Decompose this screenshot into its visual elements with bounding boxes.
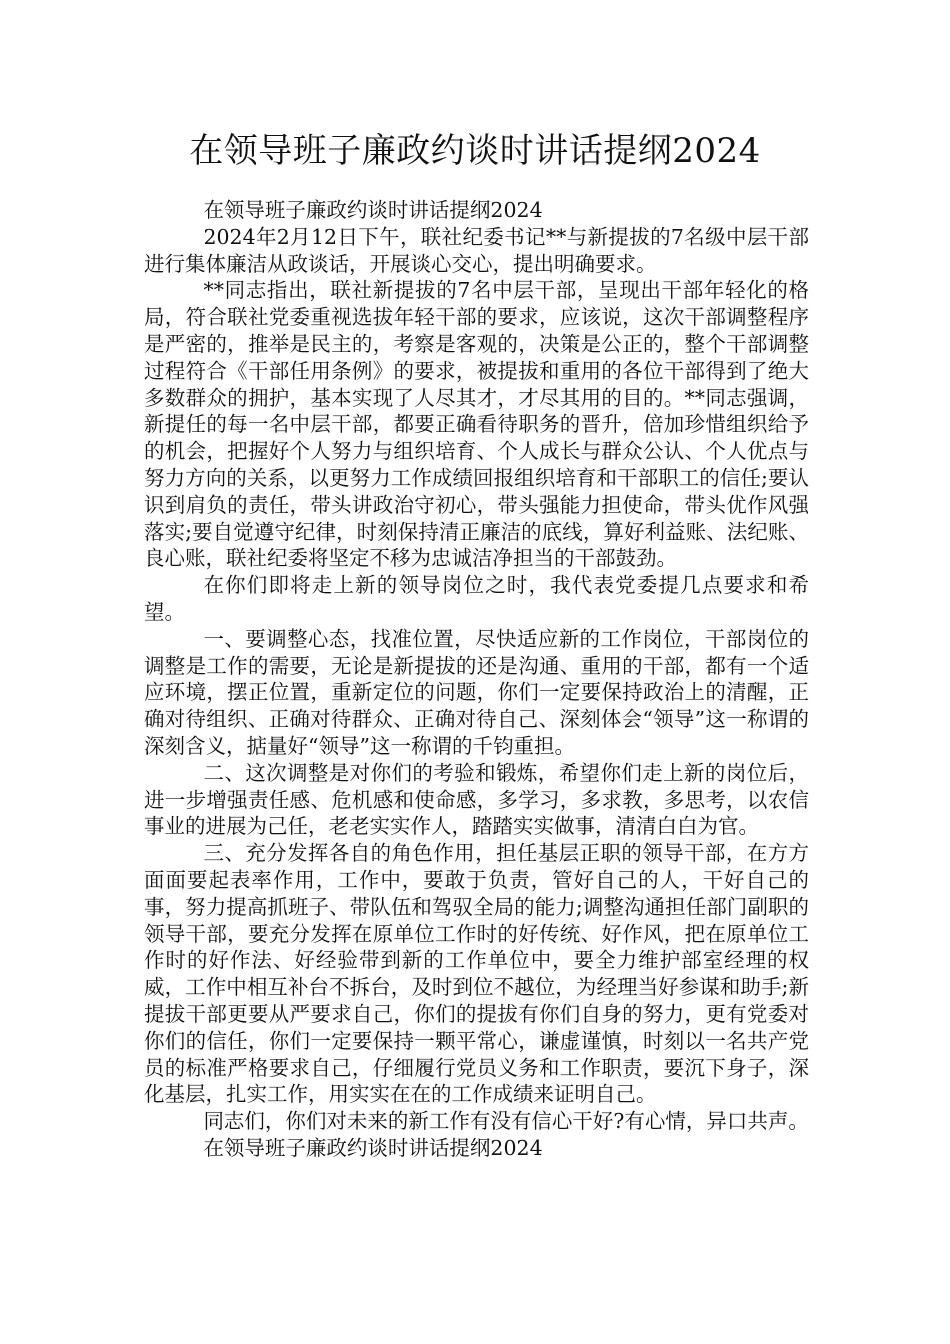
paragraph-repeat-title: 在领导班子廉政约谈时讲话提纲2024 xyxy=(203,198,543,222)
paragraph-point-three: 三、充分发挥各自的角色作用，担任基层正职的领导干部，在方方面面要起表率作用，工作中，要敢于负责，管好自己的人，干好自己的事，努力提高抓班子、带队伍和驾驭全局的能力;调整沟通担任部门副职的领导干部，要充分发挥在原单位工作时的好传统、好作风，把在原单位工作时的好作法、好经验带到新的工作单位中，要全力维护部室经理的权威，工作中相互补台不拆台，及时到位不越位，为经理当好参谋和助手;新提拔干部更要从严要求自己，你们的提拔有你们自身的努力，更有党委对你们的信任，你们一定要保持一颗平常心，谦虚谨慎，时刻以一名共产党员的标准严格要求自己，仔细履行党员义务和工作职责，要沉下身子，深化基层，扎实工作，用实实在在的工作成绩来证明自己。 xyxy=(144,841,809,1107)
paragraph-closing: 同志们，你们对未来的新工作有没有信心干好?有心情，异口共声。 xyxy=(203,1109,809,1134)
paragraph-footer-title: 在领导班子廉政约谈时讲话提纲2024 xyxy=(203,1135,543,1160)
paragraph-point-one: 一、要调整心态，找准位置，尽快适应新的工作岗位，干部岗位的调整是工作的需要，无论是新提拔的还是沟通、重用的干部，都有一个适应环境，摆正位置，重新定位的问题，你们一定要保持政治上的清醒，正确对待组织、正确对待群众、正确对待自己、深刻体会“领导”这一称谓的深刻含义，掂量好“领导”这一称谓的千钧重担。 xyxy=(144,626,809,758)
paragraph-point-two: 二、这次调整是对你们的考验和锻炼，希望你们走上新的岗位后，进一步增强责任感、危机感和使命感，多学习，多求教，多思考，以农信事业的进展为己任，老老实实作人，踏踏实实做事，清清白白为官。 xyxy=(144,760,809,839)
paragraph-intro: 2024年2月12日下午，联社纪委书记**与新提拔的7名级中层干部进行集体廉洁从政谈话，开展谈心交心，提出明确要求。 xyxy=(144,224,809,276)
document-body xyxy=(144,197,809,1162)
paragraph-requirements-lead: 在你们即将走上新的领导岗位之时，我代表党委提几点要求和希望。 xyxy=(144,573,809,624)
document-title: 在领导班子廉政约谈时讲话提纲2024 xyxy=(189,131,761,171)
paragraph-remarks: **同志指出，联社新提拔的7名中层干部，呈现出干部年轻化的格局，符合联社党委重视选拔年轻干部的要求，应该说，这次干部调整程序是严密的，推举是民主的，考察是客观的，决策是公正的，整个干部调整过程符合《干部任用条例》的要求，被提拔和重用的各位干部得到了绝大多数群众的拥护，基本实现了人尽其才，才尽其用的目的。**同志强调，新提任的每一名中层干部，都要正确看待职务的晋升，倍加珍惜组织给予的机会，把握好个人努力与组织培育、个人成长与群众公认、个人优点与努力方向的关系，以更努力工作成绩回报组织培育和干部职工的信任;要认识到肩负的责任，带头讲政治守初心，带头强能力担使命，带头优作风强落实;要自觉遵守纪律，时刻保持清正廉洁的底线，算好利益账、法纪账、良心账，联社纪委将坚定不移为忠诚洁净担当的干部鼓劲。 xyxy=(144,278,809,571)
